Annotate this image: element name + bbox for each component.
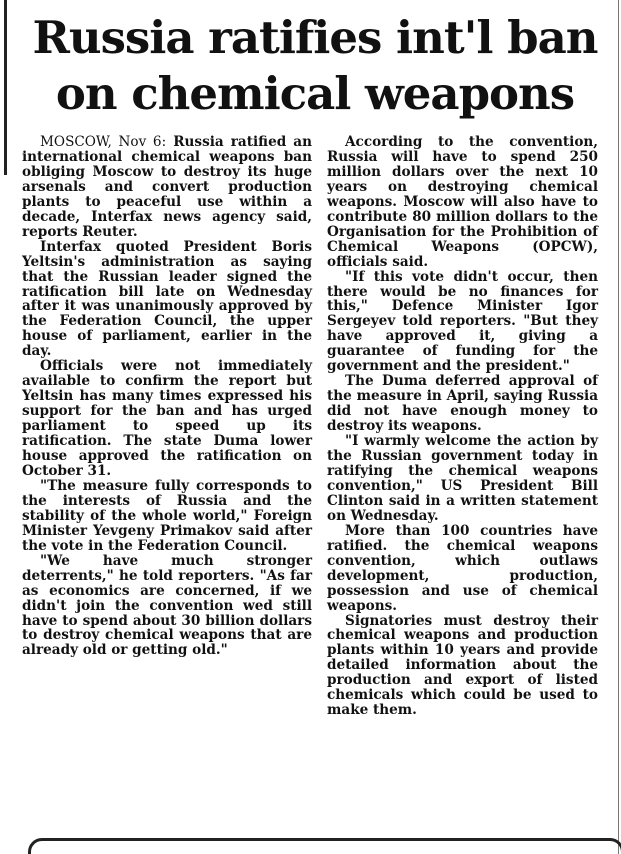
headline bbox=[20, 10, 610, 122]
article-paragraph: "I warmly welcome the action by the Russian government today in ratifying the chemical weapons convention," US President Bill Clinton said in a written statement on Wednesday. bbox=[327, 433, 598, 524]
column-rule-left bbox=[4, 0, 7, 175]
article-paragraph: Signatories must destroy their chemical weapons and production plants within 10 years and provide detailed information about the production and export of listed chemicals which could be used to make them. bbox=[327, 612, 598, 719]
article-paragraph: "If this vote didn't occur, then there would be no finances for this," Defence Minister Igor Sergeyev told reporters. "But they have approved it, giving a guarantee of funding for the government and the president." bbox=[327, 268, 598, 375]
article-paragraph: "The measure fully corresponds to the interests of Russia and the stability of the whole world," Foreign Minister Yevgeny Primakov said after the vote in the Federation Council. bbox=[22, 477, 312, 554]
headline-line-1: Russia ratifies int'l ban bbox=[32, 11, 598, 64]
dateline: MOSCOW, Nov 6: bbox=[40, 134, 167, 150]
article-paragraph: "We have much stronger deterrents," he told reporters. "As far as economics are concerned, if we didn't join the convention wed still have to spend about 30 billion dollars to destroy chemical weapons that are already old or getting old." bbox=[22, 552, 312, 659]
article-paragraph: Officials were not immediately available to confirm the report but Yeltsin has many times expressed his support for the ban and has urged parliament to speed up its ratification. The state Duma lower house approved the ratification on October 31. bbox=[22, 358, 312, 479]
paragraph-text: Russia ratified an international chemical weapons ban obliging Moscow to destroy its huge arsenals and convert production plants to peaceful use within a decade, Interfax news agency said, reports Reuter. bbox=[22, 134, 312, 240]
headline-line-2: on chemical weapons bbox=[55, 67, 575, 120]
article-column-left bbox=[22, 135, 312, 658]
article-column-right bbox=[327, 135, 598, 718]
page-edge-rule bbox=[618, 0, 619, 854]
article-paragraph bbox=[22, 135, 312, 240]
article-paragraph: More than 100 countries have ratified. the chemical weapons convention, which outlaws development, production, possession and use of chemical weapons. bbox=[327, 522, 598, 614]
article-paragraph: According to the convention, Russia will have to spend 250 million dollars over the next 10 years on destroying chemical weapons. Moscow will also have to contribute 80 million dollars to the Organisation for the Prohibition of Chemical Weapons (OPCW), officials said. bbox=[327, 134, 598, 270]
next-article-border bbox=[28, 838, 621, 854]
article-paragraph: The Duma deferred approval of the measure in April, saying Russia did not have enough money to destroy its weapons. bbox=[327, 373, 598, 435]
article-paragraph: Interfax quoted President Boris Yeltsin's administration as saying that the Russian leader signed the ratification bill late on Wednesday after it was unanimously approved by the Federation Council, the upper house of parliament, earlier in the day. bbox=[22, 238, 312, 360]
